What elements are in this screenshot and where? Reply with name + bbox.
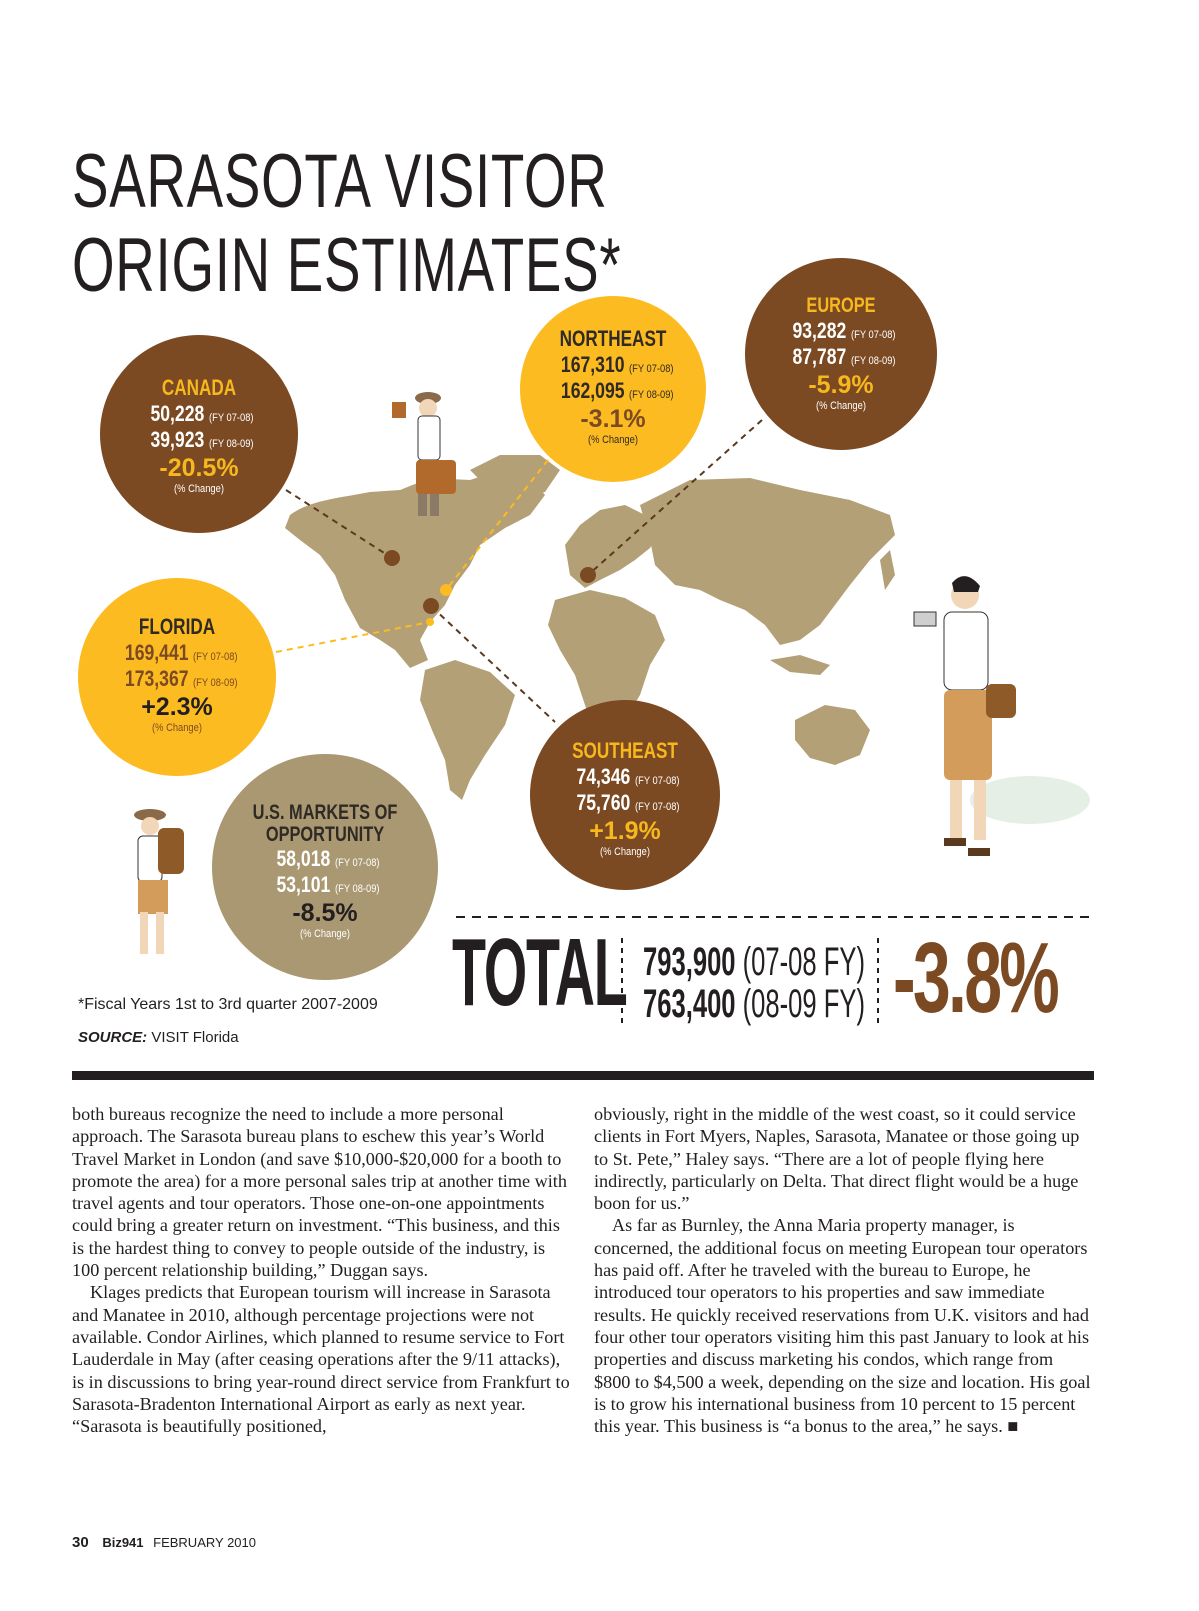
us-markets-value-1: 58,018 (276, 846, 331, 871)
source-text: VISIT Florida (151, 1029, 239, 1046)
northeast-change-label: (% Change) (588, 434, 638, 446)
title-line-2: ORIGIN ESTIMATES* (72, 223, 622, 308)
total-fy-2: (08-09 FY) (742, 982, 866, 1026)
northeast-value-1: 167,310 (560, 352, 625, 377)
canada-percent: -20.5% (159, 454, 239, 482)
total-line-1 (643, 940, 865, 985)
article-paragraph: obviously, right in the middle of the west coast, so it could service clients in Fort Myers, Naples, Sarasota, Manatee or those going up to St. Pete,” Haley says. “There are a lot of people flying here indirectly, particularly on Delta. That direct flight would be a huge boon for us.” (594, 1104, 1080, 1214)
northeast-percent: -3.1% (580, 405, 646, 433)
europe-change-label: (% Change) (816, 400, 866, 412)
total-percent: -3.8% (893, 922, 1058, 1034)
southeast-name: SOUTHEAST (572, 738, 678, 763)
europe-percent: -5.9% (808, 371, 874, 399)
total-value-1: 793,900 (643, 940, 736, 984)
florida-value-2: 173,367 (124, 666, 189, 691)
source-line (78, 1029, 239, 1046)
canada-fy-1: (FY 07-08) (208, 412, 254, 424)
florida-change-label: (% Change) (152, 722, 202, 734)
southeast-percent: +1.9% (589, 817, 661, 845)
northeast-value-2: 162,095 (560, 378, 625, 403)
page-folio (72, 1534, 256, 1551)
total-fy-1: (07-08 FY) (742, 940, 866, 984)
southeast-fy-2: (FY 07-08) (634, 801, 680, 813)
europe-name: EUROPE (806, 294, 876, 317)
northeast-fy-1: (FY 07-08) (628, 363, 674, 375)
us-markets-change-label: (% Change) (300, 928, 350, 940)
florida-value-1: 169,441 (124, 640, 189, 665)
us-markets-fy-1: (FY 07-08) (334, 857, 380, 869)
total-line-2 (643, 982, 865, 1027)
page-number: 30 (72, 1534, 89, 1551)
us-markets-name-2: OPPORTUNITY (265, 823, 385, 846)
southeast-value-1: 74,346 (576, 764, 631, 789)
florida-percent: +2.3% (141, 693, 213, 721)
southeast-value-2: 75,760 (576, 790, 631, 815)
us-markets-value-2: 53,101 (276, 872, 331, 897)
footnote: *Fiscal Years 1st to 3rd quarter 2007-2009 (78, 996, 378, 1013)
southeast-change-label: (% Change) (600, 846, 650, 858)
us-markets-percent: -8.5% (292, 899, 358, 927)
section-divider-rule (72, 1071, 1094, 1080)
canada-name: CANADA (161, 375, 237, 400)
canada-change-label: (% Change) (174, 483, 224, 495)
us-markets-name-1: U.S. MARKETS OF (252, 801, 398, 824)
florida-name: FLORIDA (138, 614, 216, 639)
total-value-2: 763,400 (643, 982, 736, 1026)
europe-fy-1: (FY 07-08) (850, 329, 896, 341)
issue-date: FEBRUARY 2010 (153, 1535, 256, 1550)
southeast-fy-1: (FY 07-08) (634, 775, 680, 787)
article-column-1 (72, 1103, 570, 1437)
florida-fy-1: (FY 07-08) (192, 651, 238, 663)
europe-fy-2: (FY 08-09) (850, 355, 896, 367)
canada-fy-2: (FY 08-09) (208, 438, 254, 450)
europe-value-2: 87,787 (792, 344, 847, 369)
article-column-2 (594, 1103, 1092, 1437)
title-line-1: SARASOTA VISITOR (72, 139, 608, 224)
article-paragraph: As far as Burnley, the Anna Maria property manager, is concerned, the additional focus on meeting European tour operators has paid off. After he traveled with the bureau to Europe, he introduced tour operators to his properties and saw immediate results. He quickly received reservations from U.K. visitors and had four other tour operators visiting him this past January to look at his properties and discuss marketing his condos, which range from $800 to $4,500 a week, depending on the size and location. His goal is to grow his international business from 10 percent to 15 percent this year. This business is “a bonus to the area,” he says. ■ (594, 1215, 1091, 1437)
total-label: TOTAL (452, 919, 627, 1026)
canada-value-2: 39,923 (150, 427, 205, 452)
europe-value-1: 93,282 (792, 318, 847, 343)
northeast-fy-2: (FY 08-09) (628, 389, 674, 401)
magazine-name: Biz941 (102, 1535, 144, 1550)
article-paragraph: both bureaus recognize the need to include a more personal approach. The Sarasota bureau plans to eschew this year’s World Travel Market in London (and save $10,000-$20,000 for a booth to promote the area) for a more personal sales trip at another time with travel agents and tour operators. Those one-on-one appointments could bring a greater return on investment. “This business, and this is the hardest thing to convey to people outside of the industry, is 100 percent relationship building,” Duggan says. (72, 1104, 567, 1281)
article-paragraph: Klages predicts that European tourism will increase in Sarasota and Manatee in 2010, although percentage projections were not available. Condor Airlines, which planned to resume service to Fort Lauderdale in May (after ceasing operations after the 9/11 attacks), is in discussions to bring year-round direct service from Frankfurt to Sarasota-Bradenton International Airport as early as next year. “Sarasota is beautifully positioned, (72, 1282, 570, 1437)
northeast-name: NORTHEAST (559, 326, 667, 351)
source-label: SOURCE: (78, 1029, 148, 1046)
us-markets-fy-2: (FY 08-09) (334, 883, 380, 895)
florida-fy-2: (FY 08-09) (192, 677, 238, 689)
canada-value-1: 50,228 (150, 401, 205, 426)
